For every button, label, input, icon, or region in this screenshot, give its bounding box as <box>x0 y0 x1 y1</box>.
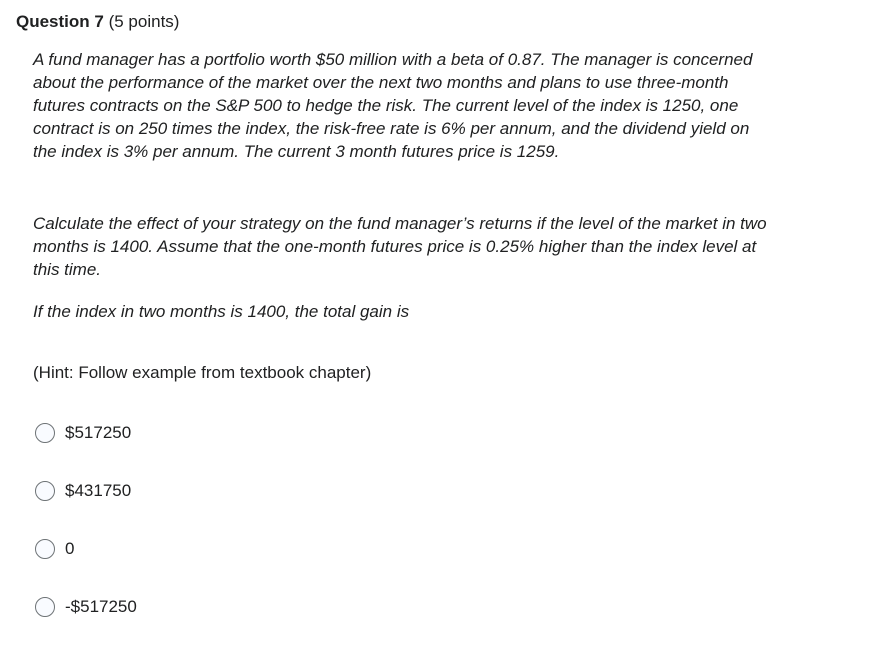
answer-option-4[interactable] <box>35 594 137 620</box>
answer-option-label[interactable]: $431750 <box>65 481 132 500</box>
answer-option-label[interactable]: $517250 <box>65 423 132 442</box>
question-body <box>33 48 773 343</box>
hint-text: (Hint: Follow example from textbook chapter) <box>33 363 372 382</box>
answer-option-label[interactable]: -$517250 <box>65 597 137 616</box>
question-header <box>16 11 179 33</box>
question-points: (5 points) <box>108 12 180 31</box>
question-text-task: Calculate the effect of your strategy on the fund manager’s returns if the level of the market in two months is 1400. Assume that the one-month futures price is 0.25% higher than the index level at this time. <box>33 214 767 279</box>
radio-button-1[interactable] <box>35 423 55 443</box>
answer-option-label[interactable]: 0 <box>65 539 75 558</box>
radio-button-4[interactable] <box>35 597 55 617</box>
question-text-prompt: If the index in two months is 1400, the total gain is <box>33 302 410 321</box>
question-title: Question 7 <box>16 12 104 31</box>
answer-options <box>35 420 137 652</box>
radio-button-3[interactable] <box>35 539 55 559</box>
question-text-scenario: A fund manager has a portfolio worth $50 million with a beta of 0.87. The manager is concerned about the performance of the market over the next two months and plans to use three-month futures contracts on the S&P 500 to hedge the risk. The current level of the index is 1250, one contract is on 250 times the index, the risk-free rate is 6% per annum, and the dividend yield on the index is 3% per annum. The current 3 month futures price is 1259. <box>33 50 753 161</box>
answer-option-2[interactable] <box>35 478 137 504</box>
answer-option-1[interactable] <box>35 420 137 446</box>
radio-button-2[interactable] <box>35 481 55 501</box>
answer-option-3[interactable] <box>35 536 137 562</box>
